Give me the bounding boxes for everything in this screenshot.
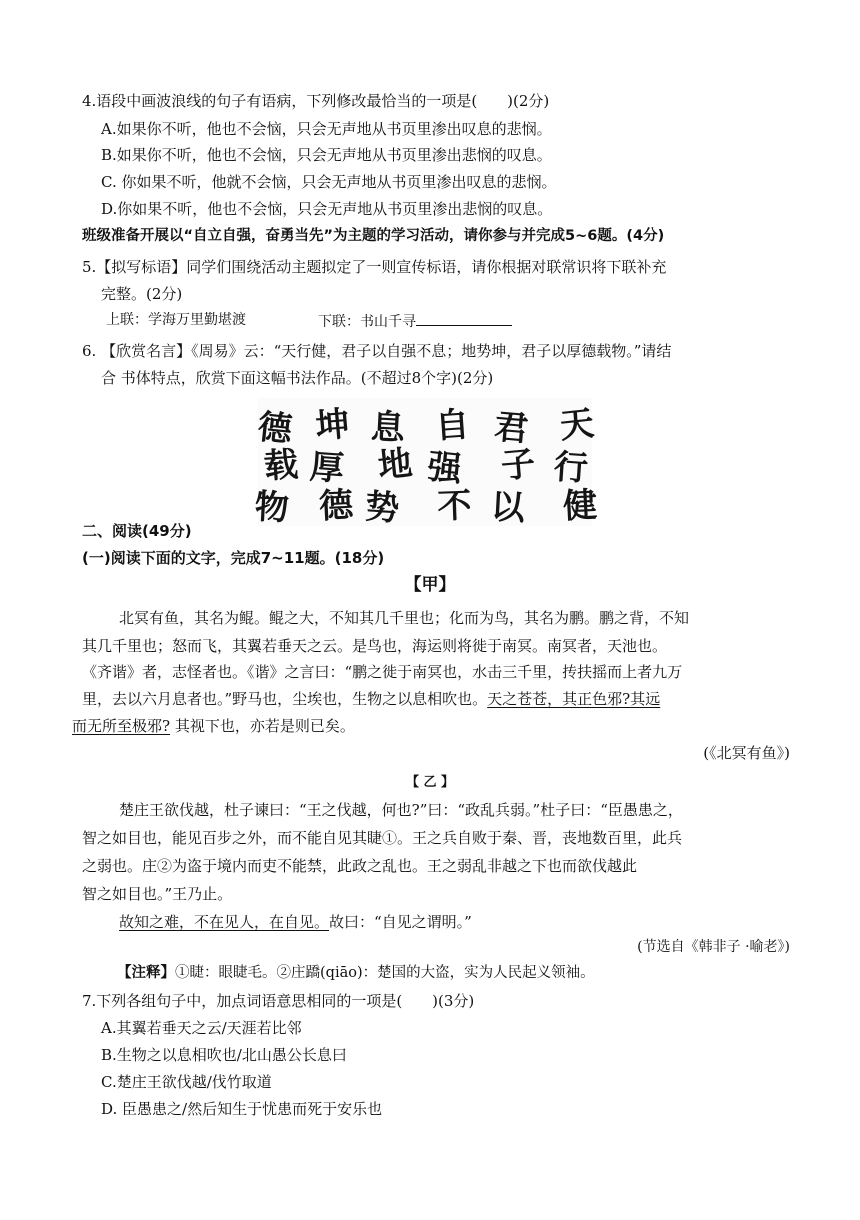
q5-answer-blank[interactable] — [416, 310, 512, 326]
calli-char: 子 — [499, 443, 537, 487]
calli-char: 物 — [253, 486, 290, 529]
calligraphy-artwork — [253, 398, 599, 530]
calli-char: 德 — [255, 407, 294, 451]
q6-stem-line1: 6. 【欣赏名言】《周易》云：“天行健，君子以自强不息；地势坤，君子以厚德载物。”请结 — [82, 342, 672, 360]
passage-jia-line — [82, 689, 660, 709]
passage-jia-line: 北冥有鱼，其名为鲲。鲲之大，不知其几千里也；化而为鸟，其名为鹏。鹏之背，不知 — [119, 609, 690, 627]
calli-char: 厚 — [308, 446, 346, 490]
passage-jia-line: 其几千里也；怒而飞，其翼若垂天之云。是鸟也，海运则将徙于南冥。南冥者，天池也。 — [82, 637, 668, 655]
q5-stem-line2: 完整。(2分) — [101, 285, 183, 303]
calli-char: 行 — [552, 446, 590, 490]
calli-char: 强 — [425, 446, 464, 491]
passage-yi-line: 智之如目也，能见百步之外，而不能自见其睫①。王之兵自败于秦、晋，丧地数百里，此兵 — [82, 829, 683, 847]
calligraphy-svg — [253, 398, 599, 530]
passage-yi-line: 智之如目也。”王乃止。 — [82, 885, 233, 903]
calli-char: 天 — [557, 403, 596, 447]
q6-stem-line2: 合 书体特点，欣赏下面这幅书法作品。(不超过8个字)(2分) — [101, 369, 494, 387]
passage-yi-source: (节选自《韩非子 ·喻老》) — [637, 939, 790, 955]
passage-yi-line: 之弱也。庄②为盗于境内而吏不能禁，此政之乱也。王之弱乱非越之下也而欲伐越此 — [82, 857, 638, 875]
calli-char: 德 — [318, 485, 355, 527]
calli-char: 息 — [369, 407, 407, 449]
q4-option-a: A.如果你不听，他也不会恼，只会无声地从书页里渗出叹息的悲悯。 — [101, 120, 552, 138]
calli-char: 坤 — [313, 404, 352, 447]
passage-jia-underlined: 而无所至极邪? — [72, 717, 171, 735]
calli-char: 自 — [433, 404, 471, 447]
calli-char: 健 — [562, 485, 599, 527]
passage-yi-line — [119, 912, 472, 932]
passage-jia-source: (《北冥有鱼》) — [703, 744, 790, 762]
passage-jia-title: 【甲】 — [404, 575, 456, 595]
q7-stem: 7.下列各组句子中，加点词语意思相同的一项是( )(3分) — [82, 992, 475, 1010]
passage-jia-line: 《齐谐》者，志怪者也。《谐》之言曰：“鹏之徙于南冥也，水击三千里，抟扶摇而上者九万 — [82, 663, 683, 681]
calli-char: 君 — [492, 407, 530, 450]
q4-option-c: C. 你如果不听，他就不会恼，只会无声地从书页里渗出叹息的悲悯。 — [101, 173, 557, 191]
part-1-heading: (一)阅读下面的文字，完成7~11题。(18分) — [82, 549, 385, 567]
passage-yi-title: 【 乙 】 — [405, 775, 455, 790]
passage-yi-underlined: 故知之难，不在见人，在自见。 — [119, 913, 330, 931]
q5-lower-text: 下联：书山千寻 — [318, 314, 416, 330]
passage-yi-line: 楚庄王欲伐越，杜子谏曰：“王之伐越，何也?”曰：“政乱兵弱。”杜子曰：“臣愚患之， — [119, 801, 683, 819]
q4-option-b: B.如果你不听，他也不会恼，只会无声地从书页里渗出悲悯的叹息。 — [101, 146, 552, 164]
annotation-label: 【注释】 — [117, 965, 175, 981]
q7-option-b: B.生物之以息相吹也/北山愚公长息曰 — [101, 1046, 347, 1064]
calli-char: 势 — [363, 486, 401, 530]
q7-option-a: A.其翼若垂天之云/天涯若比邻 — [101, 1019, 302, 1037]
calli-char: 不 — [436, 485, 473, 527]
q7-option-d: D. 臣愚患之/然后知生于忧患而死于安乐也 — [101, 1100, 383, 1118]
passage-jia-line — [72, 716, 355, 736]
section-2-heading: 二、阅读(49分) — [82, 522, 192, 540]
passage-jia-underlined: 天之苍苍，其正色邪?其远 — [487, 690, 661, 708]
calli-char: 地 — [376, 443, 415, 487]
calli-char: 以 — [489, 486, 526, 529]
annotation-text: ①睫：眼睫毛。②庄蹻(qiāo)：楚国的大盗，实为人民起义领袖。 — [175, 965, 595, 981]
q5-upper-couplet: 上联：学海万里勤堪渡 — [106, 312, 246, 328]
activity-intro: 班级准备开展以“自立自强，奋勇当先”为主题的学习活动，请你参与并完成5~6题。(4分) — [82, 228, 665, 244]
q4-option-d: D.你如果不听，他也不会恼，只会无声地从书页里渗出悲悯的叹息。 — [101, 200, 553, 218]
q4-stem: 4.语段中画波浪线的句子有语病，下列修改最恰当的一项是( )(2分) — [82, 92, 550, 110]
annotation-note — [117, 963, 595, 983]
q5-lower-couplet — [318, 310, 512, 332]
passage-jia-text: 里，去以六月息者也。”野马也，尘埃也，生物之以息相吹也。 — [82, 690, 488, 708]
q7-option-c: C.楚庄王欲伐越/伐竹取道 — [101, 1073, 272, 1091]
passage-yi-text: 故曰：“自见之谓明。” — [329, 913, 472, 931]
calli-char: 载 — [262, 444, 300, 487]
q5-stem-line1: 5.【拟写标语】同学们围绕活动主题拟定了一则宣传标语，请你根据对联常识将下联补充 — [82, 258, 667, 276]
passage-jia-text: 其视下也，亦若是则已矣。 — [170, 717, 355, 735]
